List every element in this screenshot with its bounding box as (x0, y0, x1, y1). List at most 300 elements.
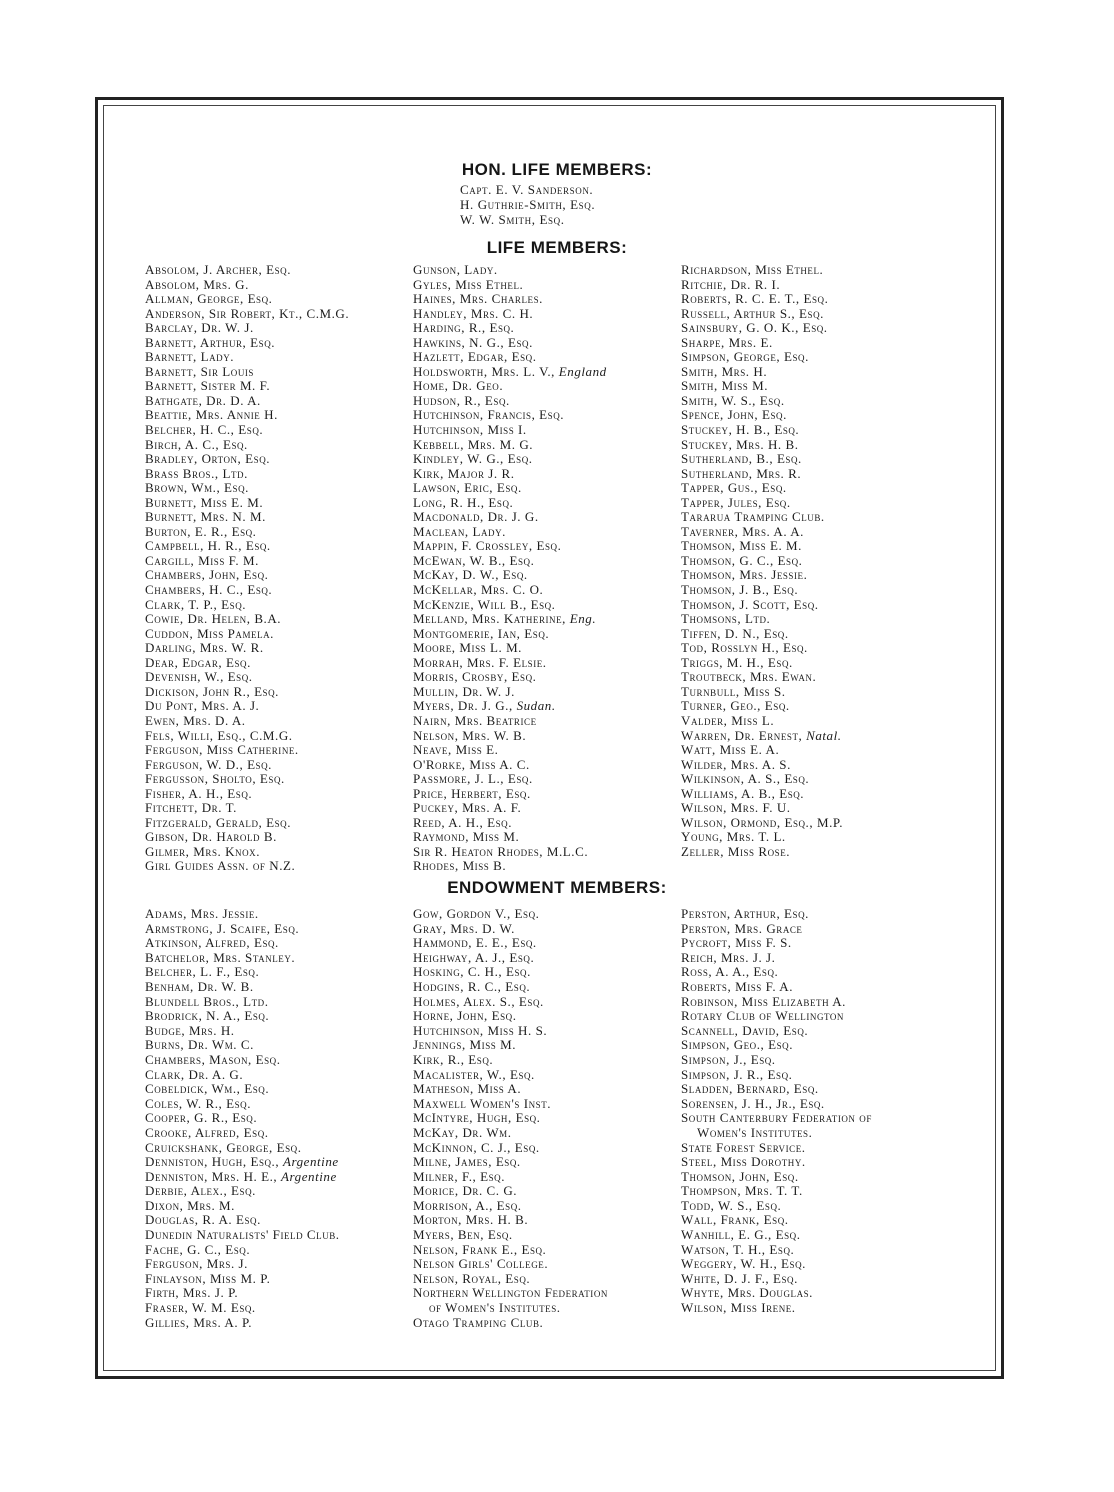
member-name: Simpson, J., Esq. (681, 1051, 776, 1067)
member-entry (413, 1170, 608, 1185)
member-entry (413, 729, 607, 744)
member-name: Fergusson, Sholto, Esq. (145, 771, 285, 787)
member-name: Otago Tramping Club. (413, 1314, 544, 1330)
member-entry (145, 1170, 340, 1185)
member-entry (145, 496, 349, 511)
member-entry (145, 1272, 340, 1287)
member-entry (413, 1024, 608, 1039)
member-name: Steel, Miss Dorothy. (681, 1154, 806, 1170)
member-entry (681, 1184, 872, 1199)
member-name: Richardson, Miss Ethel. (681, 262, 824, 277)
member-name: Wilder, Mrs. A. S. (681, 756, 791, 772)
member-name: McIntyre, Hugh, Esq. (413, 1110, 541, 1126)
member-name: Jennings, Miss M. (413, 1037, 517, 1053)
member-name: Holdsworth, Mrs. L. V., (413, 363, 555, 379)
endowment-heading: ENDOWMENT MEMBERS: (447, 878, 667, 897)
member-entry (413, 907, 608, 922)
member-name: Girl Guides Assn. of N.Z. (145, 858, 296, 874)
member-location: Natal. (806, 727, 842, 743)
member-entry (413, 1155, 608, 1170)
member-name: Myers, Dr. J. G., (413, 698, 513, 714)
member-name: Cobeldick, Wm., Esq. (145, 1081, 270, 1097)
member-name: Denniston, Hugh, Esq., (145, 1154, 280, 1170)
member-name: Nelson, Mrs. W. B. (413, 727, 527, 743)
member-entry (681, 1199, 872, 1214)
member-entry (681, 598, 843, 613)
member-name: Mappin, F. Crossley, Esq. (413, 538, 562, 554)
life-heading: LIFE MEMBERS: (486, 238, 628, 257)
member-name: Macalister, W., Esq. (413, 1066, 535, 1082)
member-entry (681, 1126, 872, 1141)
member-name: Brass Bros., Ltd. (145, 465, 248, 481)
member-entry (681, 627, 843, 642)
member-name: Thomsons, Ltd. (681, 611, 771, 627)
member-entry (681, 1141, 872, 1156)
member-name: Sainsbury, G. O. K., Esq. (681, 320, 828, 336)
member-name: Watson, T. H., Esq. (681, 1241, 795, 1257)
member-name: Passmore, J. L., Esq. (413, 771, 533, 787)
member-entry (413, 641, 607, 656)
member-entry (681, 641, 843, 656)
member-entry (145, 525, 349, 540)
member-entry (145, 467, 349, 482)
member-name: Wilson, Miss Irene. (681, 1300, 796, 1316)
member-name: Williams, A. B., Esq. (681, 785, 805, 801)
member-entry (681, 1111, 872, 1126)
member-name: Douglas, R. A. Esq. (145, 1212, 261, 1228)
member-name: McKellar, Mrs. C. O. (413, 582, 544, 598)
member-entry (145, 1228, 340, 1243)
member-entry (681, 612, 843, 627)
member-entry (681, 801, 843, 816)
member-entry (145, 656, 349, 671)
member-entry (145, 1155, 340, 1170)
member-name: Cargill, Miss F. M. (145, 552, 259, 568)
member-name: Morris, Crosby, Esq. (413, 669, 537, 685)
member-entry (413, 772, 607, 787)
member-name: Wall, Frank, Esq. (681, 1212, 789, 1228)
member-entry (413, 467, 607, 482)
member-name: Watt, Miss E. A. (681, 742, 780, 758)
member-name: Holmes, Alex. S., Esq. (413, 993, 544, 1009)
member-entry (413, 365, 607, 380)
member-entry (413, 1257, 608, 1272)
member-name: Fitchett, Dr. T. (145, 800, 237, 816)
member-name: Dickison, John R., Esq. (145, 683, 279, 699)
endowment-column-2 (413, 907, 608, 1330)
member-entry (681, 321, 843, 336)
member-name: McKenzie, Will B., Esq. (413, 596, 556, 612)
member-entry (681, 350, 843, 365)
member-name: Lawson, Eric, Esq. (413, 480, 522, 496)
member-entry (681, 656, 843, 671)
member-entry (413, 1038, 608, 1053)
member-entry (681, 1213, 872, 1228)
member-entry (681, 336, 843, 351)
member-entry (145, 980, 340, 995)
member-entry (413, 438, 607, 453)
member-name: Sorensen, J. H., Jr., Esq. (681, 1095, 825, 1111)
member-name: Puckey, Mrs. A. F. (413, 800, 522, 816)
member-entry (413, 336, 607, 351)
member-entry (413, 612, 607, 627)
member-entry (145, 1141, 340, 1156)
member-entry (413, 1286, 608, 1301)
member-name: Turnbull, Miss S. (681, 683, 786, 699)
member-entry (681, 292, 843, 307)
member-name: Ross, A. A., Esq. (681, 964, 779, 980)
member-name: Long, R. H., Esq. (413, 494, 514, 510)
member-name: Macdonald, Dr. J. G. (413, 509, 539, 525)
member-name: Hammond, E. E., Esq. (413, 935, 537, 951)
member-name: Finlayson, Miss M. P. (145, 1270, 271, 1286)
member-name: South Canterbury Federation of (681, 1110, 872, 1126)
member-entry (145, 1301, 340, 1316)
member-name: Reed, A. H., Esq. (413, 814, 513, 830)
member-name: Firth, Mrs. J. P. (145, 1285, 239, 1301)
member-name: Thomson, G. C., Esq. (681, 552, 803, 568)
member-entry (413, 1009, 608, 1024)
member-entry (681, 1082, 872, 1097)
member-location: Argentine (282, 1154, 339, 1170)
member-name: Hutchinson, Miss I. (413, 422, 527, 438)
member-entry (145, 423, 349, 438)
member-name: Morrah, Mrs. F. Elsie. (413, 654, 547, 670)
member-name: Morice, Dr. C. G. (413, 1183, 518, 1199)
member-entry (145, 965, 340, 980)
member-entry (413, 1272, 608, 1287)
member-entry (413, 539, 607, 554)
member-entry (413, 350, 607, 365)
member-name: Burton, E. R., Esq. (145, 523, 257, 539)
member-name: Chambers, H. C., Esq. (145, 582, 273, 598)
member-entry (413, 321, 607, 336)
member-entry (145, 554, 349, 569)
member-name: Gibson, Dr. Harold B. (145, 829, 277, 845)
member-name: Heighway, A. J., Esq. (413, 949, 535, 965)
member-entry (413, 670, 607, 685)
hon-life-list (460, 182, 595, 227)
member-entry (681, 922, 872, 937)
member-entry (145, 801, 349, 816)
member-name: Hodgins, R. C., Esq. (413, 978, 531, 994)
member-entry (681, 816, 843, 831)
member-entry (681, 539, 843, 554)
member-entry (681, 995, 872, 1010)
member-name: Kebbell, Mrs. M. G. (413, 436, 534, 452)
member-entry (681, 1170, 872, 1185)
member-entry (413, 452, 607, 467)
member-entry (413, 481, 607, 496)
member-entry (681, 1286, 872, 1301)
member-name: Mullin, Dr. W. J. (413, 683, 515, 699)
member-name: Chambers, Mason, Esq. (145, 1051, 281, 1067)
member-name: Burnett, Miss E. M. (145, 494, 264, 510)
member-name: Kirk, R., Esq. (413, 1051, 494, 1067)
member-entry (681, 772, 843, 787)
member-entry (681, 758, 843, 773)
member-entry (145, 758, 349, 773)
member-name: Batchelor, Mrs. Stanley. (145, 949, 296, 965)
member-entry (413, 845, 607, 860)
member-name: Maxwell Women's Inst. (413, 1095, 552, 1111)
member-name: Hazlett, Edgar, Esq. (413, 349, 537, 365)
member-entry (145, 641, 349, 656)
member-location: Argentine (281, 1168, 337, 1184)
member-name: Milne, James, Esq. (413, 1154, 521, 1170)
member-name: Devenish, W., Esq. (145, 669, 253, 685)
member-name: Tapper, Jules, Esq. (681, 494, 791, 510)
member-entry (681, 525, 843, 540)
member-entry (681, 554, 843, 569)
member-entry (145, 859, 349, 874)
member-entry (413, 1111, 608, 1126)
member-name: Fraser, W. M. Esq. (145, 1300, 256, 1316)
member-name: State Forest Service. (681, 1139, 806, 1155)
member-entry (145, 1257, 340, 1272)
member-name: Roberts, Miss F. A. (681, 978, 794, 994)
member-name: Thomson, J. Scott, Esq. (681, 596, 819, 612)
member-name: Wilson, Mrs. F. U. (681, 800, 791, 816)
member-entry (145, 1286, 340, 1301)
member-entry (681, 830, 843, 845)
member-entry (145, 278, 349, 293)
endowment-column-1 (145, 907, 340, 1330)
member-entry (413, 394, 607, 409)
member-entry (145, 787, 349, 802)
member-entry (145, 539, 349, 554)
member-name: Northern Wellington Federation (413, 1285, 608, 1301)
member-name: Crooke, Alfred, Esq. (145, 1124, 269, 1140)
member-name: Thompson, Mrs. T. T. (681, 1183, 803, 1199)
member-entry (145, 612, 349, 627)
member-name: Birch, A. C., Esq. (145, 436, 248, 452)
member-name: Tararua Tramping Club. (681, 509, 825, 525)
member-name: Spence, John, Esq. (681, 407, 787, 423)
member-name: Sutherland, B., Esq. (681, 451, 802, 467)
member-name: Bradley, Orton, Esq. (145, 451, 271, 467)
member-entry (145, 1316, 340, 1331)
member-entry (681, 467, 843, 482)
member-entry (681, 670, 843, 685)
member-entry (413, 787, 607, 802)
member-entry (681, 510, 843, 525)
member-entry (145, 951, 340, 966)
member-entry (681, 980, 872, 995)
member-entry (413, 263, 607, 278)
member-entry (413, 1228, 608, 1243)
member-name: Cruickshank, George, Esq. (145, 1139, 302, 1155)
member-name: Nelson, Frank E., Esq. (413, 1241, 547, 1257)
member-entry (145, 452, 349, 467)
member-name: Hutchinson, Francis, Esq. (413, 407, 565, 423)
member-entry (681, 743, 843, 758)
member-entry (145, 670, 349, 685)
member-name: Ritchie, Dr. R. I. (681, 276, 781, 292)
member-entry (681, 1097, 872, 1112)
list-item: W. W. Smith, Esq. (460, 212, 565, 227)
member-name: Thomson, J. B., Esq. (681, 582, 799, 598)
member-entry (681, 845, 843, 860)
member-name: Cuddon, Miss Pamela. (145, 625, 274, 641)
member-name: Milner, F., Esq. (413, 1168, 505, 1184)
member-name: O'Rorke, Miss A. C. (413, 756, 530, 772)
member-name: Barnett, Sister M. F. (145, 378, 271, 394)
hon-life-heading: HON. LIFE MEMBERS: (461, 160, 653, 179)
member-name: Simpson, Geo., Esq. (681, 1037, 794, 1053)
member-entry (413, 1068, 608, 1083)
member-name: Barnett, Sir Louis (145, 363, 254, 379)
member-name: Gyles, Miss Ethel. (413, 276, 524, 292)
member-name: Fisher, A. H., Esq. (145, 785, 253, 801)
member-name: Absolom, Mrs. G. (145, 276, 249, 292)
member-entry (681, 307, 843, 322)
member-entry (413, 801, 607, 816)
member-entry (413, 1301, 608, 1316)
member-entry (145, 394, 349, 409)
member-entry (145, 1082, 340, 1097)
member-entry (145, 365, 349, 380)
member-name: Smith, Mrs. H. (681, 363, 768, 379)
member-name: of Women's Institutes. (429, 1300, 561, 1316)
member-name: Taverner, Mrs. A. A. (681, 523, 804, 539)
member-name: Allman, George, Esq. (145, 291, 273, 307)
list-item: Capt. E. V. Sanderson. (460, 182, 594, 197)
member-name: Denniston, Mrs. H. E., (145, 1168, 278, 1184)
endowment-column-3 (681, 907, 872, 1316)
member-name: Kirk, Major J. R. (413, 465, 515, 481)
member-name: Barnett, Lady. (145, 349, 235, 365)
member-entry (413, 965, 608, 980)
member-entry (145, 816, 349, 831)
member-name: Adams, Mrs. Jessie. (145, 906, 259, 921)
member-entry (145, 1243, 340, 1258)
member-entry (681, 1228, 872, 1243)
member-name: Zeller, Miss Rose. (681, 843, 791, 859)
member-name: Ferguson, Mrs. J. (145, 1256, 248, 1272)
member-entry (681, 365, 843, 380)
member-name: Sladden, Bernard, Esq. (681, 1081, 819, 1097)
member-entry (413, 699, 607, 714)
member-name: Moore, Miss L. M. (413, 640, 522, 656)
member-name: Reich, Mrs. J. J. (681, 949, 776, 965)
member-name: Nairn, Mrs. Beatrice (413, 712, 537, 728)
member-name: Smith, Miss M. (681, 378, 769, 394)
member-name: Montgomerie, Ian, Esq. (413, 625, 550, 641)
member-name: Barclay, Dr. W. J. (145, 320, 254, 336)
member-entry (681, 423, 843, 438)
member-name: Darling, Mrs. W. R. (145, 640, 264, 656)
member-entry (681, 1009, 872, 1024)
member-entry (413, 830, 607, 845)
member-name: Triggs, M. H., Esq. (681, 654, 793, 670)
member-entry (413, 292, 607, 307)
member-name: Fitzgerald, Gerald, Esq. (145, 814, 291, 830)
member-name: McEwan, W. B., Esq. (413, 552, 535, 568)
member-name: Brown, Wm., Esq. (145, 480, 249, 496)
member-name: Burns, Dr. Wm. C. (145, 1037, 254, 1053)
member-entry (145, 1068, 340, 1083)
member-name: Perston, Mrs. Grace (681, 920, 803, 936)
member-entry (681, 1068, 872, 1083)
member-entry (145, 1184, 340, 1199)
member-entry (145, 830, 349, 845)
member-entry (681, 1243, 872, 1258)
member-entry (413, 685, 607, 700)
member-name: Sharpe, Mrs. E. (681, 334, 773, 350)
member-name: Dunedin Naturalists' Field Club. (145, 1227, 340, 1243)
member-name: Haines, Mrs. Charles. (413, 291, 543, 307)
member-name: Robinson, Miss Elizabeth A. (681, 993, 846, 1009)
member-name: Morton, Mrs. H. B. (413, 1212, 529, 1228)
member-name: Barnett, Arthur, Esq. (145, 334, 276, 350)
member-entry (145, 845, 349, 860)
member-name: Clark, T. P., Esq. (145, 596, 247, 612)
member-name: Weggery, W. H., Esq. (681, 1256, 806, 1272)
member-entry (681, 907, 872, 922)
member-name: Derbie, Alex., Esq. (145, 1183, 256, 1199)
member-entry (413, 1053, 608, 1068)
member-name: Matheson, Miss A. (413, 1081, 522, 1097)
member-entry (413, 656, 607, 671)
member-name: Thomson, Mrs. Jessie. (681, 567, 808, 583)
member-name: Perston, Arthur, Esq. (681, 906, 809, 921)
member-entry (413, 1082, 608, 1097)
member-name: Handley, Mrs. C. H. (413, 305, 534, 321)
member-entry (681, 1257, 872, 1272)
member-entry (145, 583, 349, 598)
member-entry (145, 1097, 340, 1112)
member-entry (413, 1316, 608, 1331)
member-name: Armstrong, J. Scaife, Esq. (145, 920, 300, 936)
member-entry (681, 965, 872, 980)
member-name: White, D. J. F., Esq. (681, 1270, 798, 1286)
life-column-1 (145, 263, 349, 874)
member-name: Wilson, Ormond, Esq., M.P. (681, 814, 844, 830)
member-entry (413, 1141, 608, 1156)
member-entry (413, 714, 607, 729)
member-entry (413, 307, 607, 322)
member-entry (145, 685, 349, 700)
member-entry (681, 936, 872, 951)
member-entry (145, 1009, 340, 1024)
member-name: Dixon, Mrs. M. (145, 1197, 235, 1213)
member-entry (681, 685, 843, 700)
member-entry (413, 1184, 608, 1199)
member-entry (413, 951, 608, 966)
list-item: H. Guthrie-Smith, Esq. (460, 197, 596, 212)
member-name: Hudson, R., Esq. (413, 392, 510, 408)
member-entry (681, 496, 843, 511)
member-entry (413, 922, 608, 937)
member-name: Benham, Dr. W. B. (145, 978, 254, 994)
member-name: Nelson Girls' College. (413, 1256, 549, 1272)
member-entry (413, 816, 607, 831)
member-entry (145, 568, 349, 583)
member-entry (145, 292, 349, 307)
member-entry (145, 1024, 340, 1039)
member-name: Anderson, Sir Robert, Kt., C.M.G. (145, 305, 350, 321)
member-entry (681, 951, 872, 966)
member-entry (681, 263, 843, 278)
member-entry (145, 510, 349, 525)
member-name: Kindley, W. G., Esq. (413, 451, 533, 467)
member-entry (145, 1038, 340, 1053)
member-name: Morrison, A., Esq. (413, 1197, 522, 1213)
member-name: Brodrick, N. A., Esq. (145, 1008, 270, 1024)
member-name: Fache, G. C., Esq. (145, 1241, 251, 1257)
member-entry (681, 1272, 872, 1287)
